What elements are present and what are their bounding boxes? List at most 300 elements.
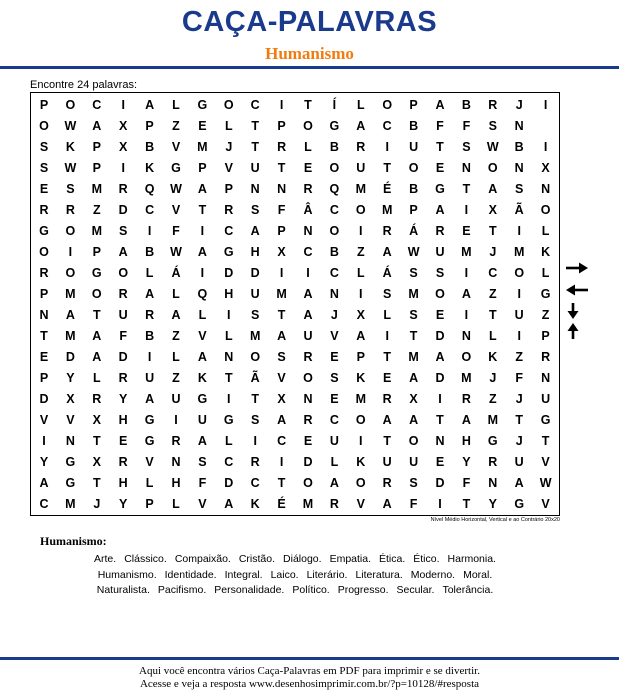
grid-cell: D xyxy=(250,266,260,280)
word-list-item: Progresso. xyxy=(337,584,389,596)
grid-cell: N xyxy=(277,182,287,196)
grid-cell: P xyxy=(92,140,101,154)
grid-cell: J xyxy=(93,497,101,511)
grid-cell: X xyxy=(92,455,101,469)
grid-cell: S xyxy=(435,266,445,280)
grid-cell: I xyxy=(359,287,363,301)
grid-cell: O xyxy=(118,266,129,280)
grid-cell: M xyxy=(461,245,472,259)
grid-cell: M xyxy=(302,497,314,511)
word-list-item: Clássico. xyxy=(124,553,167,565)
grid-cell: V xyxy=(198,497,207,511)
grid-cell: N xyxy=(461,161,471,175)
grid-cell: L xyxy=(172,287,180,301)
word-list-item: Moral. xyxy=(463,568,493,581)
grid-cell: G xyxy=(65,455,76,469)
grid-cell: I xyxy=(174,413,178,427)
grid-cell: D xyxy=(435,329,445,343)
grid-cell: R xyxy=(250,455,260,469)
grid-cell: O xyxy=(487,161,498,175)
grid-cell: O xyxy=(355,476,366,490)
grid-cell: M xyxy=(487,413,498,427)
grid-cell: U xyxy=(250,161,260,175)
grid-cell: G xyxy=(91,266,102,280)
grid-cell: I xyxy=(42,434,46,448)
word-list-item: Secular. xyxy=(396,584,435,596)
grid-cell: E xyxy=(303,161,313,175)
grid-cell: A xyxy=(461,413,471,427)
grid-cell: N xyxy=(329,287,339,301)
grid-cell: T xyxy=(251,392,259,406)
word-list-item: Ética. xyxy=(379,553,406,565)
direction-arrows xyxy=(563,262,593,342)
grid-cell: D xyxy=(303,455,313,469)
grid-cell: O xyxy=(435,287,445,301)
grid-cell: U xyxy=(514,308,524,322)
grid-cell: N xyxy=(39,308,49,322)
grid-cell: U xyxy=(382,455,392,469)
grid-cell: A xyxy=(461,287,471,301)
grid-cell: P xyxy=(39,371,49,385)
word-list-item: Laico. xyxy=(270,568,299,581)
word-list xyxy=(30,552,560,599)
grid-cell: Y xyxy=(488,497,497,511)
grid-cell: G xyxy=(65,476,76,490)
grid-cell: R xyxy=(303,182,313,196)
grid-cell: Y xyxy=(66,371,75,385)
grid-cell: M xyxy=(408,350,419,364)
grid-cell: N xyxy=(541,182,551,196)
grid-cell: U xyxy=(303,329,313,343)
grid-cell: O xyxy=(39,245,49,259)
grid-cell: I xyxy=(359,434,363,448)
arrow-down-icon xyxy=(567,302,579,320)
word-list-item: Literatura. xyxy=(355,568,403,581)
word-list-item: Cristão. xyxy=(238,553,276,565)
grid-cell: I xyxy=(438,392,442,406)
word-list-item: Diálogo. xyxy=(283,553,322,565)
grid-cell: O xyxy=(355,203,366,217)
word-list-row xyxy=(30,568,560,584)
grid-cell: V xyxy=(541,497,550,511)
grid-cell: Á xyxy=(409,224,419,238)
grid-cell: O xyxy=(39,119,49,133)
word-list-item: Compaixão. xyxy=(174,553,231,565)
grid-cell: G xyxy=(39,224,49,238)
grid-cell: R xyxy=(224,203,234,217)
word-list-item: Arte. xyxy=(94,553,117,565)
grid-cell: J xyxy=(515,392,523,406)
grid-cell: W xyxy=(486,140,499,154)
grid-cell: S xyxy=(251,203,260,217)
grid-cell: A xyxy=(250,224,260,238)
grid-cell: U xyxy=(250,287,260,301)
grid-cell: S xyxy=(383,287,392,301)
grid-cell: O xyxy=(329,224,340,238)
grid-cell: Q xyxy=(197,287,208,301)
grid-cell: I xyxy=(121,161,125,175)
grid-cell: S xyxy=(66,182,75,196)
grid-cell: L xyxy=(172,98,180,112)
grid-cell: O xyxy=(91,287,102,301)
grid-cell: A xyxy=(92,350,102,364)
grid-cell: E xyxy=(198,119,207,133)
grid-cell: A xyxy=(514,476,524,490)
grid-cell: A xyxy=(356,119,366,133)
grid-cell: L xyxy=(172,497,180,511)
grid-cell: I xyxy=(517,329,521,343)
grid-cell: T xyxy=(462,497,471,511)
grid-cell: R xyxy=(92,392,102,406)
grid-cell: T xyxy=(436,140,444,154)
grid-cell: H xyxy=(250,245,260,259)
grid-cell: U xyxy=(171,392,181,406)
letter-grid xyxy=(31,95,559,515)
grid-cell: R xyxy=(435,224,445,238)
grid-cell: E xyxy=(383,371,392,385)
grid-cell: S xyxy=(409,266,418,280)
grid-cell: P xyxy=(409,98,418,112)
grid-cell: R xyxy=(118,455,128,469)
grid-cell: L xyxy=(541,224,550,238)
grid-cell: F xyxy=(515,371,523,385)
grid-cell: E xyxy=(39,350,49,364)
grid-cell: A xyxy=(197,350,207,364)
grid-cell: I xyxy=(227,392,231,406)
grid-cell: R xyxy=(39,266,49,280)
grid-cell: F xyxy=(277,203,286,217)
grid-cell: L xyxy=(172,350,180,364)
grid-cell: B xyxy=(329,245,339,259)
grid-cell: A xyxy=(92,119,102,133)
grid-cell: Z xyxy=(172,329,180,343)
grid-cell: R xyxy=(118,182,128,196)
grid-cell: Y xyxy=(462,455,471,469)
grid-cell: P xyxy=(409,203,418,217)
grid-cell: M xyxy=(197,140,208,154)
grid-cell: H xyxy=(118,476,128,490)
grid-cell: R xyxy=(171,434,181,448)
grid-cell: U xyxy=(356,161,366,175)
grid-cell: J xyxy=(515,434,523,448)
grid-cell: G xyxy=(487,434,498,448)
grid-cell: C xyxy=(250,98,260,112)
grid-cell: N xyxy=(250,182,260,196)
bottom-divider xyxy=(0,657,619,660)
grid-cell: F xyxy=(436,119,444,133)
grid-cell: V xyxy=(171,203,181,217)
grid-cell: V xyxy=(145,455,154,469)
grid-cell: L xyxy=(145,266,154,280)
grid-cell: B xyxy=(409,182,419,196)
grid-cell: Z xyxy=(488,392,497,406)
grid-cell: Z xyxy=(92,203,101,217)
grid-cell: U xyxy=(409,140,419,154)
grid-cell: E xyxy=(119,434,128,448)
grid-cell: W xyxy=(170,245,182,259)
grid-cell: O xyxy=(540,203,551,217)
grid-cell xyxy=(533,116,559,137)
grid-cell: T xyxy=(409,329,418,343)
grid-cell: I xyxy=(279,266,284,280)
top-divider xyxy=(0,66,619,69)
grid-cell: S xyxy=(462,140,471,154)
grid-cell: V xyxy=(541,455,550,469)
grid-cell: J xyxy=(330,308,338,322)
grid-cell: D xyxy=(224,266,234,280)
grid-cell: E xyxy=(435,308,445,322)
grid-cell: L xyxy=(224,329,233,343)
grid-cell: R xyxy=(488,98,498,112)
grid-cell: H xyxy=(224,287,234,301)
grid-cell: N xyxy=(435,434,445,448)
grid-cell: W xyxy=(64,119,77,133)
grid-cell: P xyxy=(198,161,207,175)
grid-cell: K xyxy=(250,497,260,511)
grid-cell: O xyxy=(223,98,234,112)
grid-cell: X xyxy=(356,308,365,322)
grid-cell: T xyxy=(515,413,523,427)
grid-cell: M xyxy=(65,287,76,301)
word-list-item: Identidade. xyxy=(164,568,217,581)
grid-cell: F xyxy=(462,476,471,490)
grid-cell: W xyxy=(170,182,182,196)
grid-cell: M xyxy=(65,329,76,343)
grid-cell: S xyxy=(409,476,418,490)
grid-cell: V xyxy=(224,161,233,175)
grid-cell: E xyxy=(330,392,339,406)
grid-cell: G xyxy=(171,161,181,175)
grid-cell: R xyxy=(356,140,366,154)
arrow-left-icon xyxy=(565,284,589,296)
grid-cell: C xyxy=(277,434,287,448)
grid-cell: U xyxy=(197,413,207,427)
grid-cell: E xyxy=(462,224,471,238)
grid-cell: E xyxy=(303,434,313,448)
grid-cell: B xyxy=(461,98,471,112)
arrow-up-icon xyxy=(567,322,579,340)
grid-cell: N xyxy=(224,350,234,364)
grid-cell: T xyxy=(251,140,259,154)
grid-cell: A xyxy=(409,371,419,385)
grid-cell: N xyxy=(171,455,181,469)
grid-cell: I xyxy=(543,98,548,112)
grid-cell: I xyxy=(385,329,389,343)
grid-cell: I xyxy=(306,266,310,280)
word-list-item: Político. xyxy=(292,584,330,596)
grid-cell: A xyxy=(382,497,392,511)
grid-cell: U xyxy=(329,434,339,448)
grid-cell: C xyxy=(488,266,498,280)
grid-cell: M xyxy=(513,245,525,259)
grid-cell: Ã xyxy=(514,203,524,217)
difficulty-note: Nível Médio Horizontal, Vertical e ao Contrário 20x20 xyxy=(430,517,560,523)
footer xyxy=(0,665,619,691)
grid-cell: S xyxy=(39,140,49,154)
grid-cell: C xyxy=(224,224,234,238)
grid-cell: R xyxy=(488,455,498,469)
grid-cell: K xyxy=(356,371,366,385)
grid-cell: V xyxy=(277,371,286,385)
grid-cell: O xyxy=(250,350,261,364)
grid-cell: O xyxy=(329,161,340,175)
grid-cell: T xyxy=(198,203,207,217)
grid-cell: G xyxy=(223,413,234,427)
grid-cell: L xyxy=(224,119,233,133)
grid-cell: O xyxy=(355,413,366,427)
grid-cell: Z xyxy=(172,119,180,133)
grid-cell: P xyxy=(39,98,49,112)
grid-cell: T xyxy=(92,476,101,490)
grid-cell: R xyxy=(303,350,313,364)
grid-cell: I xyxy=(227,308,231,322)
grid-cell: A xyxy=(303,287,313,301)
footer-line-2: Acesse e veja a resposta www.desenhosimprimir.com.br/?p=10128/#resposta xyxy=(139,678,480,690)
grid-cell: T xyxy=(277,308,286,322)
grid-cell: O xyxy=(303,371,313,385)
grid-cell: R xyxy=(541,350,551,364)
grid-cell: N xyxy=(514,119,524,133)
grid-cell: R xyxy=(382,476,392,490)
page-subtitle: Humanismo xyxy=(265,44,354,63)
grid-cell: Q xyxy=(329,182,340,196)
grid-cell: N xyxy=(461,329,471,343)
grid-cell: Á xyxy=(382,266,392,280)
grid-cell: M xyxy=(355,182,366,196)
grid-cell: F xyxy=(409,497,418,511)
grid-cell: K xyxy=(145,161,155,175)
grid-cell: P xyxy=(356,350,365,364)
grid-cell: R xyxy=(329,497,339,511)
grid-cell: D xyxy=(65,350,75,364)
word-list-item: Literário. xyxy=(306,568,348,581)
grid-cell: K xyxy=(197,371,207,385)
grid-cell: M xyxy=(408,287,419,301)
grid-cell: Y xyxy=(39,455,49,469)
grid-cell: R xyxy=(461,392,471,406)
grid-cell: L xyxy=(330,455,339,469)
grid-cell: M xyxy=(276,287,287,301)
grid-cell: T xyxy=(277,161,286,175)
grid-cell: A xyxy=(435,350,445,364)
grid-cell: O xyxy=(408,434,419,448)
grid-cell: G xyxy=(540,287,551,301)
grid-cell: O xyxy=(303,119,313,133)
grid-cell: A xyxy=(145,287,155,301)
grid-cell: B xyxy=(329,140,339,154)
grid-cell: I xyxy=(543,140,548,154)
grid-cell: E xyxy=(330,350,339,364)
grid-cell: G xyxy=(144,413,155,427)
grid-cell: G xyxy=(514,497,525,511)
grid-cell: S xyxy=(515,182,524,196)
word-list-item: Moderno. xyxy=(410,568,456,581)
grid-cell: G xyxy=(144,434,155,448)
grid-cell: O xyxy=(514,266,525,280)
grid-cell: C xyxy=(329,203,339,217)
grid-cell: L xyxy=(356,98,365,112)
grid-cell: Y xyxy=(119,392,128,406)
grid-cell: P xyxy=(145,119,154,133)
grid-cell: A xyxy=(197,245,207,259)
grid-cell: X xyxy=(119,119,128,133)
grid-cell: G xyxy=(223,245,234,259)
grid-cell: O xyxy=(65,98,76,112)
grid-cell: J xyxy=(489,245,497,259)
grid-cell: L xyxy=(224,434,233,448)
grid-cell: I xyxy=(200,266,205,280)
grid-cell: R xyxy=(145,308,155,322)
grid-cell: N xyxy=(303,224,313,238)
grid-cell: Â xyxy=(303,203,313,217)
grid-cell: I xyxy=(253,434,257,448)
grid-cell: M xyxy=(461,371,472,385)
grid-cell: L xyxy=(92,371,101,385)
grid-cell: D xyxy=(435,476,445,490)
grid-cell: R xyxy=(303,413,313,427)
grid-cell: L xyxy=(383,308,391,322)
grid-cell: G xyxy=(329,119,340,133)
grid-cell: T xyxy=(383,350,391,364)
grid-cell: I xyxy=(464,203,469,217)
grid-cell: T xyxy=(224,371,233,385)
grid-cell: S xyxy=(409,308,418,322)
grid-cell: C xyxy=(329,266,339,280)
grid-cell: Í xyxy=(332,98,337,112)
grid-cell: T xyxy=(488,308,497,322)
grid-cell: A xyxy=(435,98,445,112)
grid-cell: M xyxy=(249,329,261,343)
word-list-heading: Humanismo: xyxy=(40,534,107,548)
grid-cell: A xyxy=(39,476,49,490)
grid-cell: S xyxy=(119,224,128,238)
grid-cell: C xyxy=(92,98,102,112)
grid-cell: T xyxy=(383,434,391,448)
grid-cell: R xyxy=(65,203,75,217)
grid-cell: N xyxy=(488,476,498,490)
grid-cell: D xyxy=(118,203,128,217)
grid-cell: I xyxy=(68,245,73,259)
word-list-item: Tolerância. xyxy=(442,584,494,596)
grid-cell: H xyxy=(461,434,471,448)
grid-cell: J xyxy=(489,371,497,385)
word-list-item: Pacifismo. xyxy=(157,584,207,596)
grid-cell: P xyxy=(277,224,286,238)
grid-cell: L xyxy=(488,329,497,343)
grid-cell: X xyxy=(92,413,101,427)
grid-cell: I xyxy=(200,224,205,238)
grid-cell: T xyxy=(251,119,259,133)
grid-cell: X xyxy=(277,392,286,406)
word-list-item: Empatia. xyxy=(329,553,371,565)
grid-cell: S xyxy=(198,455,207,469)
grid-cell: A xyxy=(382,245,392,259)
grid-cell: L xyxy=(145,476,154,490)
grid-cell: G xyxy=(540,413,551,427)
grid-cell: D xyxy=(224,476,234,490)
grid-cell: P xyxy=(39,287,49,301)
grid-cell: Z xyxy=(541,308,550,322)
grid-cell: P xyxy=(92,245,101,259)
grid-cell: A xyxy=(145,98,155,112)
grid-cell: M xyxy=(65,497,76,511)
grid-cell: I xyxy=(385,140,389,154)
page-title: CAÇA-PALAVRAS xyxy=(181,6,438,38)
grid-cell: R xyxy=(382,392,392,406)
grid-cell: P xyxy=(92,161,101,175)
grid-cell: É xyxy=(277,497,286,511)
grid-cell: N xyxy=(514,161,524,175)
